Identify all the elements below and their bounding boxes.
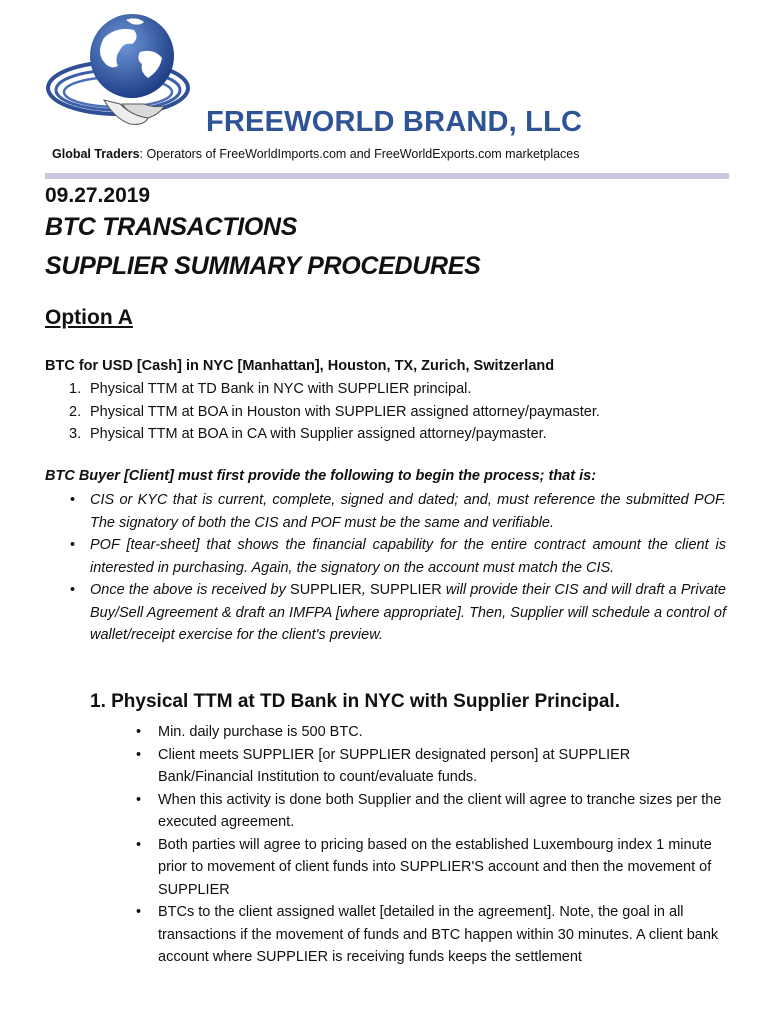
list-item: [70, 579, 726, 647]
buyer-requirements-heading: BTC Buyer [Client] must first provide the following to begin the process; that is:: [45, 468, 597, 484]
item-text-pre: Once the above is received by: [90, 582, 291, 598]
bullet-icon: •: [136, 904, 142, 920]
bullet-icon: •: [136, 791, 142, 808]
company-logo-globe-icon: [44, 8, 194, 136]
step1-list: [136, 721, 726, 969]
list-item: [136, 721, 726, 744]
document-date: 09.27.2019: [45, 184, 151, 207]
bullet-icon: •: [70, 582, 76, 598]
tagline-text: : Operators of FreeWorldImports.com and FreeWorldExports.com marketplaces: [139, 147, 580, 161]
bullet-icon: •: [70, 492, 76, 508]
list-item: [70, 489, 726, 534]
list-item: [70, 534, 726, 579]
item-text: When this activity is done both Supplier and the client will agree to tranche sizes per the executed agreement.: [158, 791, 722, 830]
item-text: POF [tear-sheet] that shows the financial capability for the entire contract amount the client is interested in purchasing. Again, the signatory on the account must match the CIS.: [90, 537, 726, 576]
item-text: Client meets SUPPLIER [or SUPPLIER designated person] at SUPPLIER Bank/Financial Institution to count/evaluate funds.: [158, 746, 631, 785]
item-text: Min. daily purchase is 500 BTC.: [158, 724, 363, 740]
buyer-requirements-list: [70, 489, 726, 647]
item-text: BTCs to the client assigned wallet [detailed in the agreement]. Note, the goal in all transactions if the movement of funds and BTC happen within 30 minutes. A client bank account where SUPPLIER is receiving funds keeps the settlement: [158, 904, 719, 965]
separator-text: ,: [361, 582, 370, 598]
item-number: 2.: [69, 403, 82, 420]
step1-heading: 1. Physical TTM at TD Bank in NYC with Supplier Principal.: [90, 691, 620, 712]
item-text: Physical TTM at BOA in Houston with SUPPLIER assigned attorney/paymaster.: [90, 403, 600, 420]
list-item: [45, 378, 600, 401]
document-title-line1: BTC TRANSACTIONS: [45, 213, 298, 241]
list-item: [136, 834, 726, 902]
option-heading: Option A: [45, 306, 133, 329]
header-divider: [45, 173, 729, 179]
item-number: 1.: [69, 381, 82, 397]
tagline-bold: Global Traders: [52, 147, 140, 161]
item-text: CIS or KYC that is current, complete, signed and dated; and, must reference the submitted POF. The signatory of both the CIS and POF must be the same and verifiable.: [90, 492, 726, 531]
list-item: [136, 744, 726, 789]
company-name: FREEWORLD BRAND, LLC: [206, 106, 583, 138]
bullet-icon: •: [136, 746, 142, 763]
bullet-icon: •: [136, 724, 142, 740]
document-title-line2: SUPPLIER SUMMARY PROCEDURES: [45, 252, 481, 280]
bullet-icon: •: [136, 836, 142, 853]
supplier-term: SUPPLIER: [290, 582, 362, 598]
options-list: [45, 378, 600, 446]
item-text: Both parties will agree to pricing based on the established Luxembourg index 1 minute prior to movement of client funds into SUPPLIER'S account and then the movement of SUPPLIER: [158, 836, 712, 898]
item-text-post: will provide their CIS and will draft a Private Buy/Sell Agreement & draft an IMFPA [where appropriate]. Then, Supplier will schedule a control of wallet/receipt exercise for the client's preview.: [90, 582, 726, 643]
item-text: Physical TTM at BOA in CA with Supplier assigned attorney/paymaster.: [90, 426, 547, 442]
bullet-icon: •: [70, 537, 76, 553]
list-item: [136, 789, 726, 834]
list-item: [45, 423, 600, 446]
list-item: [45, 401, 600, 424]
item-number: 3.: [69, 426, 82, 442]
list-item: [136, 901, 726, 969]
item-text: Physical TTM at TD Bank in NYC with SUPPLIER principal.: [90, 381, 472, 397]
supplier-term: SUPPLIER: [369, 582, 442, 598]
company-tagline: [52, 147, 580, 161]
section-heading: BTC for USD [Cash] in NYC [Manhattan], Houston, TX, Zurich, Switzerland: [45, 358, 555, 374]
